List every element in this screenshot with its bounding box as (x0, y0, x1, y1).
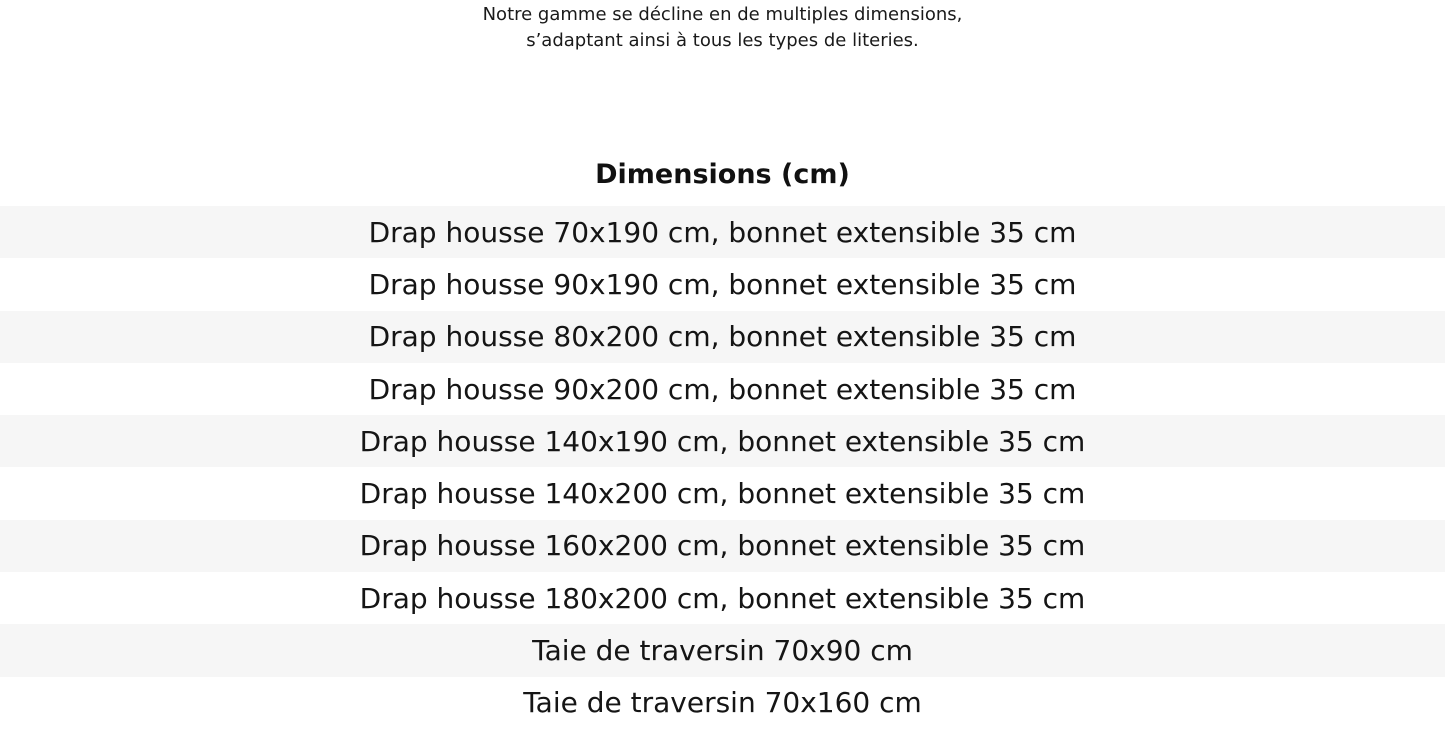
intro-text (0, 2, 1445, 54)
table-row: Taie de traversin 70x160 cm (523, 686, 922, 720)
table-row: Drap housse 180x200 cm, bonnet extensible 35 cm (359, 581, 1086, 615)
dimensions-table (0, 206, 1445, 729)
intro-line-2: s’adaptant ainsi à tous les types de literies. (526, 30, 919, 51)
table-row: Drap housse 90x190 cm, bonnet extensible 35 cm (368, 267, 1077, 301)
table-row: Drap housse 160x200 cm, bonnet extensible 35 cm (0, 520, 1445, 572)
table-row: Drap housse 140x200 cm, bonnet extensible 35 cm (359, 477, 1086, 511)
intro-line-1: Notre gamme se décline en de multiples dimensions, (482, 4, 963, 25)
dimensions-title: Dimensions (cm) (595, 159, 850, 190)
table-row: Drap housse 70x190 cm, bonnet extensible 35 cm (0, 206, 1445, 258)
table-row: Drap housse 140x190 cm, bonnet extensible 35 cm (0, 415, 1445, 467)
table-row: Taie de traversin 70x90 cm (0, 624, 1445, 676)
table-row: Drap housse 80x200 cm, bonnet extensible 35 cm (0, 311, 1445, 363)
table-row: Drap housse 90x200 cm, bonnet extensible 35 cm (368, 372, 1077, 406)
